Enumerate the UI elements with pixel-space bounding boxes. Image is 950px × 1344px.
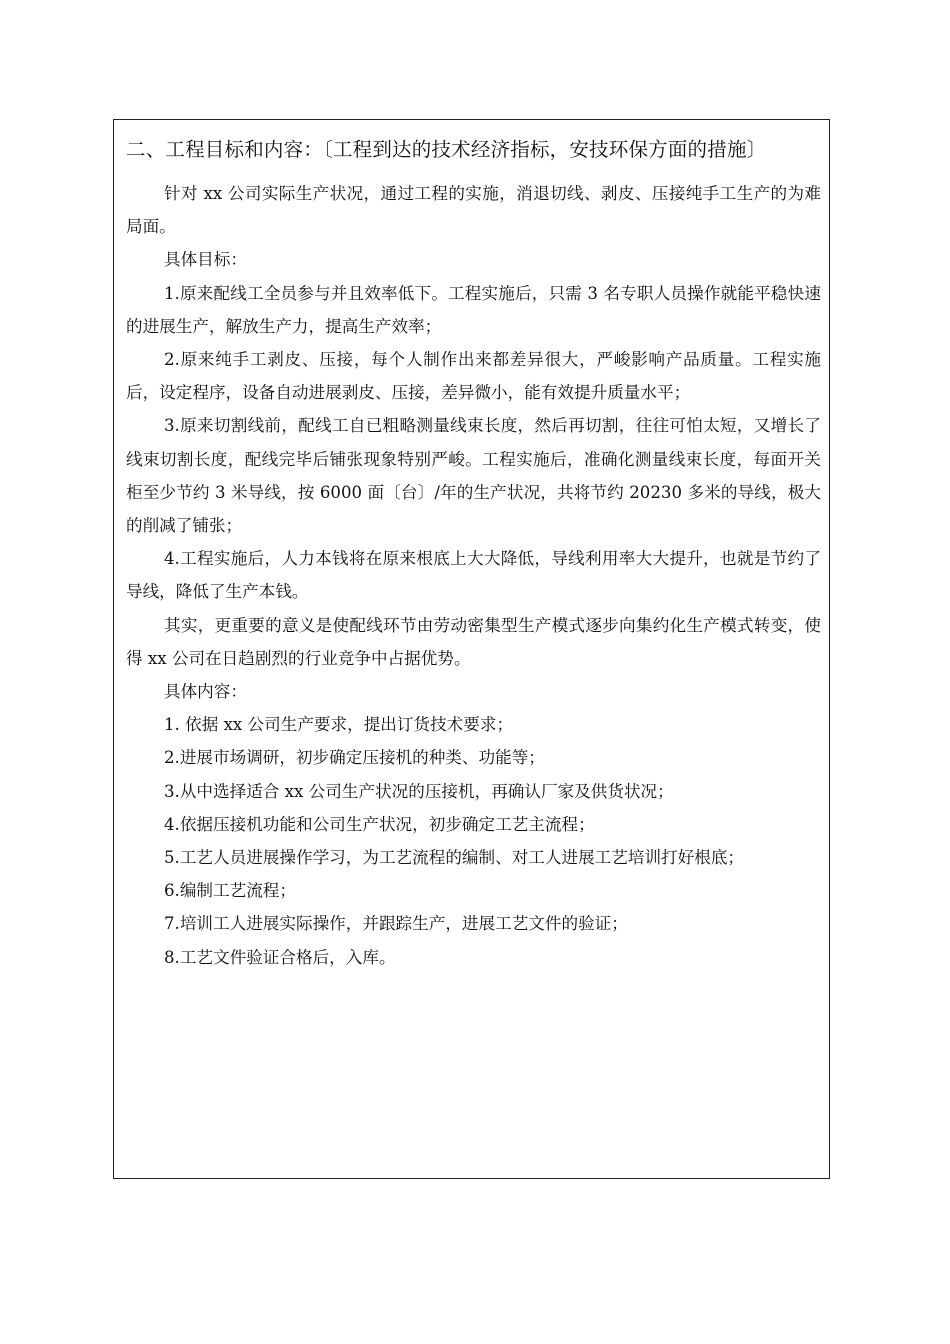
goal-item-4: 4.工程实施后，人力本钱将在原来根底上大大降低，导线利用率大大提升，也就是节约了导线，降低了生产本钱。 <box>126 549 821 602</box>
section-body <box>126 177 821 974</box>
content-item-8: 8.工艺文件验证合格后，入库。 <box>164 947 396 967</box>
significance-paragraph: 其实，更重要的意义是使配线环节由劳动密集型生产模式逐步向集约化生产模式转变，使得 xx 公司在日趋剧烈的行业竞争中占据优势。 <box>126 615 821 668</box>
content-item-3: 3.从中选择适合 xx 公司生产状况的压接机，再确认厂家及供货状况； <box>164 781 674 801</box>
content-item-2: 2.进展市场调研，初步确定压接机的种类、功能等； <box>164 748 545 768</box>
content-item-1: 1. 依据 xx 公司生产要求，提出订货技术要求； <box>164 715 514 735</box>
goal-item-3: 3.原来切割线前，配线工自已粗略测量线束长度，然后再切割，往往可怕太短，又增长了线束切割长度，配线完毕后铺张现象特别严峻。工程实施后，准确化测量线束长度，每面开关柜至少节约 3 米导线，按 6000 面〔台〕/年的生产状况，共将节约 20230 多米的导线，极大的削减了铺张； <box>126 416 821 536</box>
content-item-6: 6.编制工艺流程； <box>164 881 296 901</box>
content-item-4: 4.依据压接机功能和公司生产状况，初步确定工艺主流程； <box>164 814 595 834</box>
content-item-7: 7.培训工人进展实际操作，并跟踪生产，进展工艺文件的验证； <box>164 914 628 934</box>
goal-item-2: 2.原来纯手工剥皮、压接，每个人制作出来都差异很大，严峻影响产品质量。工程实施后，设定程序，设备自动进展剥皮、压接，差异微小，能有效提升质量水平； <box>126 350 821 403</box>
content-item-5: 5.工艺人员进展操作学习，为工艺流程的编制、对工人进展工艺培训打好根底； <box>164 848 745 868</box>
section-heading: 二、工程目标和内容：〔工程到达的技术经济指标，安技环保方面的措施〕 <box>126 138 767 161</box>
contents-title: 具体内容： <box>164 682 247 702</box>
intro-paragraph: 针对 xx 公司实际生产状况，通过工程的实施，消退切线、剥皮、压接纯手工生产的为难局面。 <box>126 184 821 237</box>
goal-item-1: 1.原来配线工全员参与并且效率低下。工程实施后，只需 3 名专职人员操作就能平稳快速的进展生产，解放生产力，提高生产效率； <box>126 283 821 336</box>
goals-title: 具体目标： <box>164 250 247 270</box>
